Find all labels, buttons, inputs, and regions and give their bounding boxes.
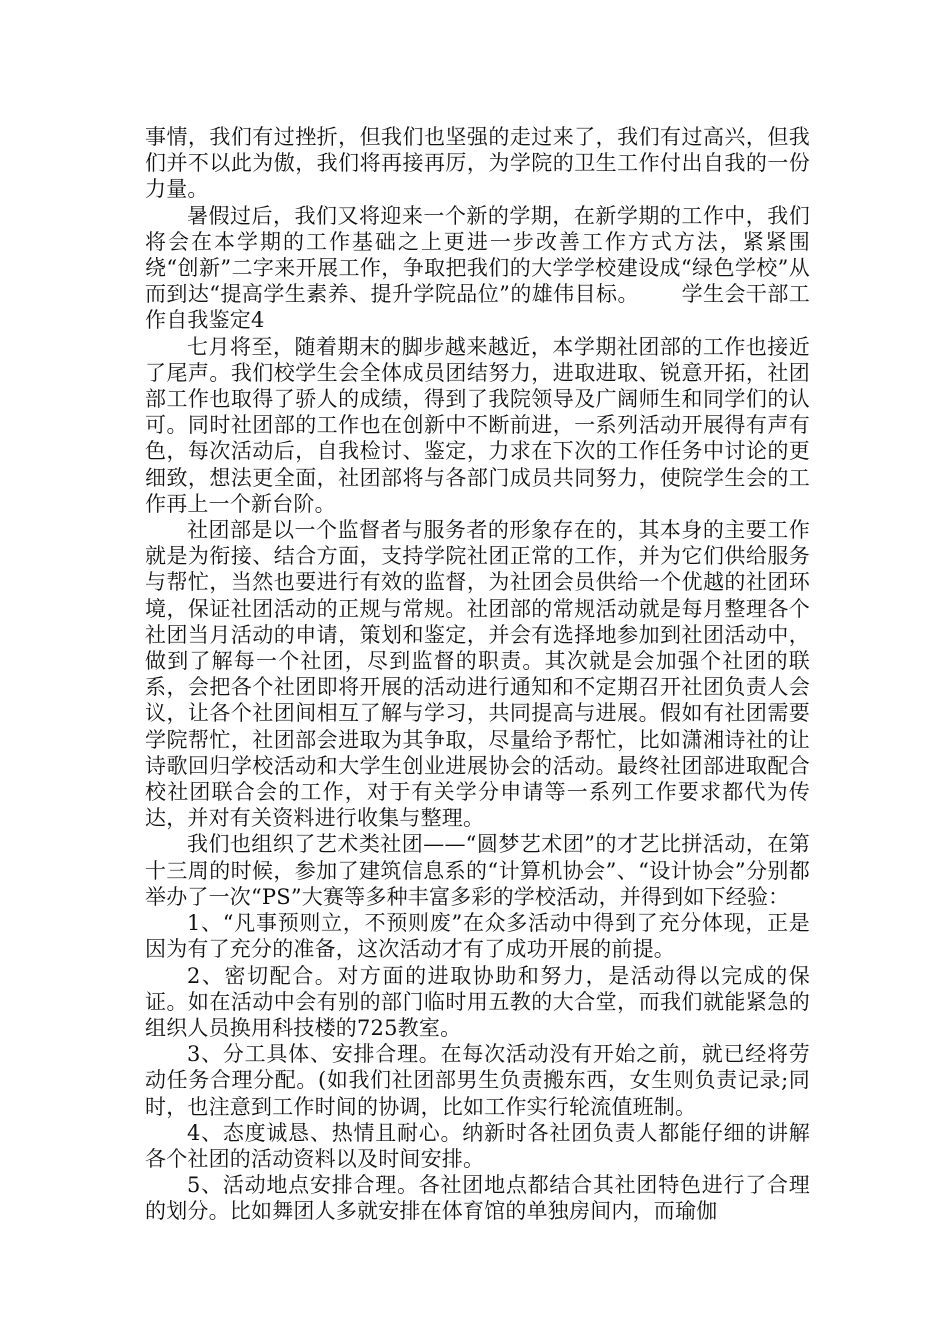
list-item-1: 1、“凡事预则立，不预则废”在众多活动中得到了充分体现，正是因为有了充分的准备，这次活动才有了成功开展的前提。 bbox=[145, 911, 810, 962]
paragraph-1: 事情，我们有过挫折，但我们也坚强的走过来了，我们有过高兴，但我们并不以此为傲，我们将再接再厉，为学院的卫生工作付出自我的一份力量。 bbox=[145, 125, 810, 202]
list-item-5: 5、活动地点安排合理。各社团地点都结合其社团特色进行了合理的划分。比如舞团人多就安排在体育馆的单独房间内，而瑜伽 bbox=[145, 1173, 810, 1224]
list-item-2: 2、密切配合。对方面的进取协助和努力，是活动得以完成的保证。如在活动中会有别的部门临时用五教的大合堂，而我们就能紧急的组织人员换用科技楼的725教室。 bbox=[145, 963, 810, 1040]
section-heading: 学生会干部工作自我鉴定4 bbox=[145, 282, 810, 333]
paragraph-5: 我们也组织了艺术类社团——“圆梦艺术团”的才艺比拼活动，在第十三周的时候，参加了建筑信息系的“计算机协会”、“设计协会”分别都举办了一次“PS”大赛等多种丰富多彩的学校活动，并得到如下经验： bbox=[145, 832, 810, 909]
paragraph-3: 七月将至，随着期末的脚步越来越近，本学期社团部的工作也接近了尾声。我们校学生会全体成员团结努力，进取进取、锐意开拓，社团部工作也取得了骄人的成绩，得到了我院领导及广阔师生和同学们的认可。同时社团部的工作也在创新中不断前进，一系列活动开展得有声有色，每次活动后，自我检讨、鉴定，力求在下次的工作任务中讨论的更细致，想法更全面，社团部将与各部门成员共同努力，使院学生会的工作再上一个新台阶。 bbox=[145, 334, 810, 516]
paragraph-2 bbox=[145, 203, 810, 334]
paragraph-2-text: 暑假过后，我们又将迎来一个新的学期，在新学期的工作中，我们将会在本学期的工作基础之上更进一步改善工作方式方法，紧紧围绕“创新”二字来开展工作，争取把我们的大学学校建设成“绿色学校”从而到达“提高学生素养、提升学院品位”的雄伟目标。 bbox=[145, 203, 810, 307]
list-item-3: 3、分工具体、安排合理。在每次活动没有开始之前，就已经将劳动任务合理分配。(如我们社团部男生负责搬东西，女生则负责记录;同时，也注意到工作时间的协调，比如工作实行轮流值班制。 bbox=[145, 1042, 810, 1119]
paragraph-4: 社团部是以一个监督者与服务者的形象存在的，其本身的主要工作就是为衔接、结合方面，支持学院社团正常的工作，并为它们供给服务与帮忙，当然也要进行有效的监督，为社团会员供给一个优越的社团环境，保证社团活动的正规与常规。社团部的常规活动就是每月整理各个社团当月活动的申请，策划和鉴定，并会有选择地参加到社团活动中，做到了解每一个社团，尽到监督的职责。其次就是会加强个社团的联系，会把各个社团即将开展的活动进行通知和不定期召开社团负责人会议，让各个社团间相互了解与学习，共同提高与进展。假如有社团需要学院帮忙，社团部会进取为其争取，尽量给予帮忙，比如潇湘诗社的让诗歌回归学校活动和大学生创业进展协会的活动。最终社团部进取配合校社团联合会的工作，对于有关学分申请等一系列工作要求都代为传达，并对有关资料进行收集与整理。 bbox=[145, 518, 810, 831]
list-item-4: 4、态度诚恳、热情且耐心。纳新时各社团负责人都能仔细的讲解各个社团的活动资料以及时间安排。 bbox=[145, 1120, 810, 1171]
document-body bbox=[145, 124, 810, 1225]
